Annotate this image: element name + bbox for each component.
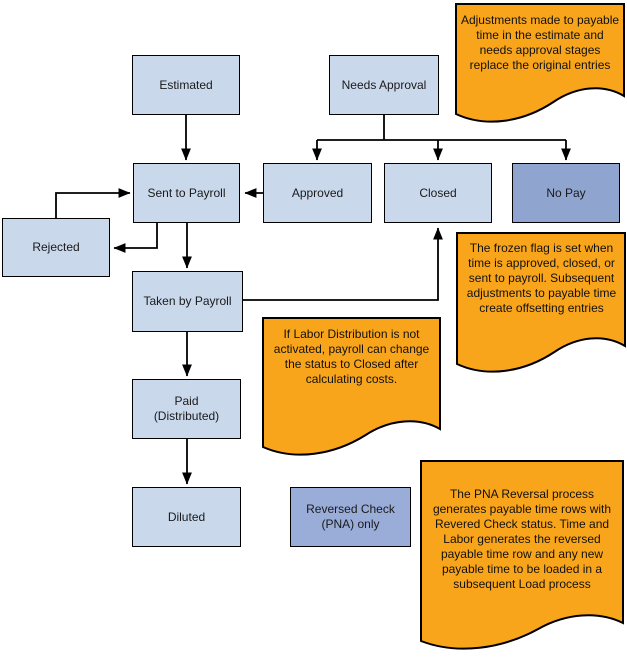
node-taken-by-payroll-label: Taken by Payroll — [143, 294, 232, 308]
node-taken-by-payroll — [132, 271, 243, 332]
node-rejected — [2, 218, 110, 277]
node-approved-label: Approved — [291, 185, 344, 200]
node-paid-distributed-label: Paid (Distributed) — [153, 394, 220, 423]
node-diluted-label: Diluted — [167, 509, 206, 524]
node-no-pay — [512, 163, 620, 223]
node-estimated — [132, 55, 240, 115]
node-needs-approval — [329, 55, 439, 115]
node-sent-to-payroll-label: Sent to Payroll — [147, 185, 226, 200]
node-no-pay-label: No Pay — [546, 185, 586, 200]
node-reversed-check-label: Reversed Check (PNA) only — [306, 502, 395, 531]
arrow-rejected-to-sent-to-payroll — [56, 193, 130, 218]
node-approved — [263, 163, 372, 223]
node-paid-distributed — [132, 379, 241, 439]
node-sent-to-payroll — [133, 163, 240, 223]
note-adjustments: Adjustments made to payable time in the estimate and needs approval stages replace the original entries — [460, 13, 620, 72]
note-frozen-flag: The frozen flag is set when time is approved, closed, or sent to payroll. Subsequent adjustments to payable time create offsetting entries — [466, 241, 617, 315]
note-labor-distribution: If Labor Distribution is not activated, payroll can change the status to Closed after calculating costs. — [273, 327, 430, 386]
node-rejected-label: Rejected — [32, 240, 80, 254]
node-reversed-check — [290, 487, 411, 547]
node-needs-approval-label: Needs Approval — [341, 77, 427, 92]
arrow-sent-to-payroll-to-rejected — [114, 223, 157, 248]
node-closed — [384, 163, 492, 223]
note-pna-reversal: The PNA Reversal process generates payable time rows with Revered Check status. Time and Labor generates the reversed payable time row and any new payable time to be loaded in a subsequent Load process — [432, 487, 612, 591]
node-diluted — [132, 487, 241, 547]
node-closed-label: Closed — [419, 185, 457, 200]
node-estimated-label: Estimated — [159, 77, 213, 92]
arrow-taken-to-closed — [243, 228, 438, 300]
